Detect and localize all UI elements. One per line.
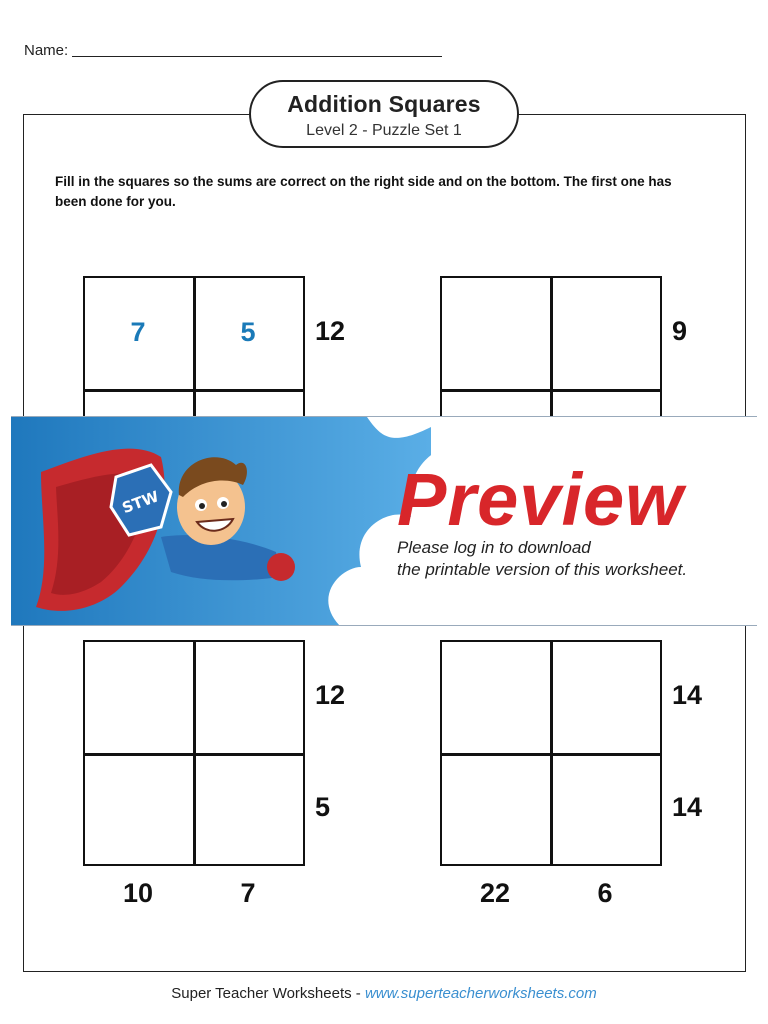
cell-top-left[interactable]	[440, 640, 550, 752]
worksheet-title: Addition Squares	[287, 91, 481, 117]
preview-message	[397, 537, 687, 581]
cell-bottom-left[interactable]	[83, 753, 193, 865]
footer	[0, 985, 768, 1002]
footer-separator: -	[351, 985, 365, 1002]
right-sum-top: 14	[672, 680, 703, 710]
cell-bottom-right[interactable]	[550, 753, 660, 865]
bottom-sum-left: 22	[479, 878, 511, 908]
cell-top-right[interactable]	[550, 276, 660, 388]
right-sum-top: 12	[315, 680, 346, 710]
cell-top-left[interactable]	[440, 276, 550, 388]
bottom-sum-right: 7	[240, 878, 256, 908]
right-sum-bottom: 14	[672, 792, 703, 822]
preview-message-line1: Please log in to download	[397, 538, 591, 557]
cell-bottom-left[interactable]	[440, 753, 550, 865]
footer-url-link[interactable]: www.superteacherworksheets.com	[364, 985, 597, 1002]
title-pill	[249, 80, 519, 148]
bottom-sum-left: 10	[122, 878, 154, 908]
preview-banner[interactable]	[11, 416, 757, 626]
preview-message-line2: the printable version of this worksheet.	[397, 560, 688, 579]
worksheet-subtitle: Level 2 - Puzzle Set 1	[306, 122, 462, 139]
name-field	[24, 42, 442, 59]
svg-text:STW: STW	[119, 487, 162, 518]
cell-top-right[interactable]: 5	[240, 316, 256, 347]
name-label: Name:	[24, 42, 69, 59]
name-underline	[72, 56, 442, 57]
cell-top-right[interactable]	[550, 640, 660, 752]
cell-top-left[interactable]: 7	[130, 316, 146, 347]
puzzle-4	[440, 640, 703, 908]
right-sum-top: 12	[315, 316, 346, 346]
footer-brand: Super Teacher Worksheets	[171, 985, 352, 1002]
preview-heading: Preview	[397, 458, 684, 541]
puzzle-3	[83, 640, 346, 908]
cell-bottom-right[interactable]	[193, 753, 303, 865]
bottom-sum-right: 6	[597, 878, 613, 908]
cell-top-left[interactable]	[83, 640, 193, 752]
right-sum-bottom: 5	[315, 792, 331, 822]
right-sum-top: 9	[672, 316, 688, 346]
instructions: Fill in the squares so the sums are correct on the right side and on the bottom. The first one has been done for you.	[55, 174, 672, 209]
cell-top-right[interactable]	[193, 640, 303, 752]
